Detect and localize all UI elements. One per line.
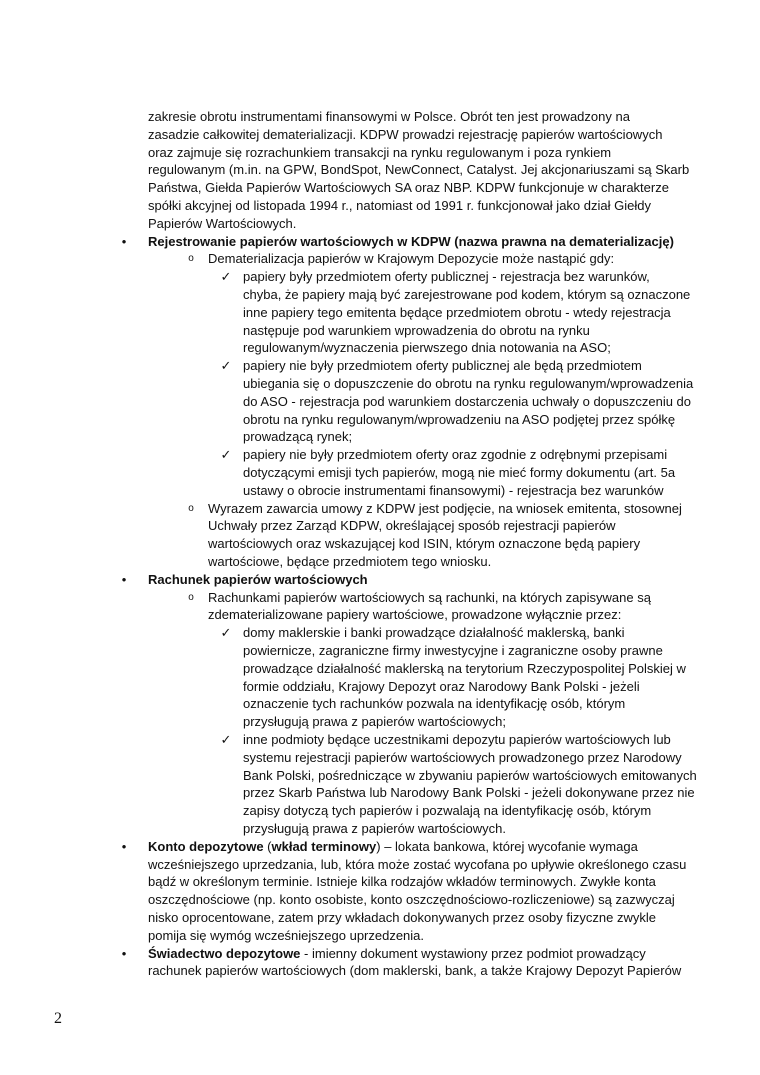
- text-segment: zapisy dotyczą tych papierów i pozwalają na identyfikację osób, którym: [243, 803, 652, 819]
- text-segment: ubiegania się o dopuszczenie do obrotu na rynku regulowanym/wprowadzenia: [243, 376, 694, 391]
- text-segment: - imienny dokument wystawiony przez podmiot prowadzący: [300, 945, 646, 961]
- text-segment: nisko oprocentowane, zatem przy wkładach dokonywanych przez osoby fizyczne zwykle: [148, 910, 656, 925]
- text-segment: bądź w określonym terminie. Istnieje kilka rodzajów wkładów terminowych. Zwykłe konta: [148, 874, 656, 890]
- text-line: [243, 678, 640, 696]
- bold-term: Świadectwo depozytowe: [148, 945, 301, 961]
- text-segment: spółki akcyjnej od listopada 1994 r., natomiast od 1991 r. funkcjonował jako dział Giełdy: [148, 198, 651, 213]
- text-line: [148, 909, 656, 927]
- text-segment: wcześniejszego uprzedzania, lub, która może zostać wycofana po upływie określonego czasu: [148, 856, 687, 872]
- text-segment: systemu rejestracji papierów wartościowych prowadzonego przez Narodowy: [243, 749, 682, 765]
- text-line: [243, 482, 664, 500]
- text-segment: prowadzące działalność maklerską na terytorium Rzeczypospolitej Polskiej w: [243, 660, 686, 676]
- text-segment: oszczędnościowe (np. konto osobiste, konto oszczędnościowo-rozliczeniowe) są zazwyczaj: [148, 892, 675, 908]
- text-line: [243, 428, 352, 446]
- text-line: [243, 339, 611, 357]
- circle-bullet-icon: o: [188, 502, 194, 514]
- text-line: [148, 197, 651, 215]
- text-line: [243, 642, 663, 660]
- text-line: [208, 517, 616, 535]
- text-segment: (: [263, 838, 272, 854]
- text-segment: Rachunkami papierów wartościowych są rachunki, na których zapisywane są: [208, 589, 651, 605]
- text-line: [243, 731, 671, 749]
- bullet-icon: •: [121, 945, 127, 961]
- text-segment: wartościowe, będące przedmiotem tego wniosku.: [208, 554, 492, 569]
- text-line: [243, 393, 691, 411]
- text-line: [243, 304, 671, 322]
- checkmark-icon: ✓: [220, 625, 232, 641]
- text-line: [243, 446, 667, 464]
- text-line: [208, 250, 614, 268]
- text-line: [243, 624, 625, 642]
- text-segment: ustawy o obrocie instrumentami finansowymi) - rejestracja bez warunków: [243, 482, 664, 498]
- text-segment: inne papiery tego emitenta będące przedmiotem obrotu - wtedy rejestracja: [243, 304, 671, 320]
- text-segment: Państwa, Giełda Papierów Wartościowych SA oraz NBP. KDPW funkcjonuje w charakterze: [148, 180, 669, 196]
- text-line: [208, 606, 621, 624]
- text-line: [148, 873, 656, 891]
- text-segment: wartościowych oraz wskazującej kod ISIN, którym oznaczone będą papiery: [208, 536, 641, 552]
- circle-bullet-icon: o: [188, 253, 194, 265]
- text-segment: do ASO - rejestracja pod warunkiem dostarczenia uchwały o dopuszczeniu do: [243, 393, 692, 409]
- text-segment: pomija się wymóg wcześniejszego uprzedzenia.: [148, 927, 425, 943]
- text-segment: przysługują prawa z papierów wartościowych;: [243, 714, 507, 730]
- text-segment: powiernicze, zagraniczne firmy inwestycyjne i zagraniczne osoby prawne: [243, 643, 663, 658]
- text-segment: Papierów Wartościowych.: [148, 215, 297, 231]
- text-line: [243, 322, 590, 340]
- bullet-icon: •: [121, 571, 127, 587]
- text-line: [243, 660, 686, 678]
- text-segment: papiery nie były przedmiotem oferty oraz zgodnie z odrębnymi przepisami: [243, 447, 668, 463]
- text-line: [243, 268, 650, 286]
- text-segment: oznaczenie tych rachunków pozwala na identyfikację osób, którym: [243, 696, 626, 712]
- bold-term: Rejestrowanie papierów wartościowych w KDPW (nazwa prawna na dematerializację): [148, 233, 674, 249]
- text-line: [148, 161, 689, 179]
- text-line: [148, 233, 674, 251]
- text-segment: regulowanym (m.in. na GPW, BondSpot, NewConnect, Catalyst. Jej akcjonariuszami są Skarb: [148, 162, 690, 178]
- text-segment: Bank Polski, pośredniczące w zbywaniu papierów wartościowych emitowanych: [243, 767, 697, 783]
- text-segment: przysługują prawa z papierów wartościowych.: [243, 821, 507, 836]
- text-line: [148, 856, 686, 874]
- page-number: 2: [54, 1010, 62, 1027]
- text-line: [243, 286, 690, 304]
- text-line: [148, 838, 638, 856]
- checkmark-icon: ✓: [220, 269, 232, 285]
- bold-term: wkład terminowy: [271, 838, 377, 854]
- text-segment: chyba, że papiery mają być zarejestrowane pod kodem, którym są oznaczone: [243, 287, 691, 302]
- text-line: [208, 535, 640, 553]
- text-line: [148, 962, 681, 980]
- bold-term: Konto depozytowe: [148, 838, 264, 854]
- text-segment: zasadzie całkowitej dematerializacji. KDPW prowadzi rejestrację papierów wartościowych: [148, 126, 663, 142]
- text-segment: prowadzącą rynek;: [243, 429, 353, 445]
- text-line: [243, 357, 642, 375]
- text-segment: papiery nie były przedmiotem oferty publicznej ale będą przedmiotem: [243, 358, 642, 374]
- text-segment: dotyczącymi emisji tych papierów, mogą nie mieć formy dokumentu (art. 5a: [243, 465, 676, 480]
- text-line: [243, 784, 695, 802]
- text-segment: Dematerializacja papierów w Krajowym Depozycie może nastąpić gdy:: [208, 251, 615, 267]
- text-line: [148, 108, 630, 126]
- text-line: [243, 767, 697, 785]
- text-segment: papiery były przedmiotem oferty publicznej - rejestracja bez warunków,: [243, 269, 650, 285]
- text-line: [208, 500, 682, 518]
- text-line: [243, 820, 506, 838]
- text-segment: przez Skarb Państwa lub Narodowy Bank Polski - jeżeli dokonywane przez nie: [243, 785, 695, 801]
- text-line: [243, 411, 675, 429]
- text-segment: rachunek papierów wartościowych (dom maklerski, bank, a także Krajowy Depozyt Papierów: [148, 963, 682, 979]
- text-line: [243, 695, 625, 713]
- text-segment: Wyrazem zawarcia umowy z KDPW jest podjęcie, na wniosek emitenta, stosownej: [208, 500, 682, 516]
- text-segment: Uchwały przez Zarząd KDPW, określającej sposób rejestracji papierów: [208, 518, 616, 534]
- text-segment: następuje pod warunkiem wprowadzenia do obrotu na rynku: [243, 322, 590, 338]
- text-line: [148, 891, 675, 909]
- text-line: [208, 553, 491, 571]
- text-segment: ) – lokata bankowa, której wycofanie wymaga: [376, 838, 638, 854]
- text-line: [148, 571, 368, 589]
- bullet-icon: •: [121, 233, 127, 249]
- text-line: [148, 144, 611, 162]
- bold-term: Rachunek papierów wartościowych: [148, 571, 368, 587]
- text-line: [208, 589, 651, 607]
- checkmark-icon: ✓: [220, 358, 232, 374]
- text-line: [148, 126, 662, 144]
- text-line: [148, 179, 669, 197]
- text-line: [148, 927, 424, 945]
- text-line: [243, 464, 675, 482]
- text-segment: inne podmioty będące uczestnikami depozytu papierów wartościowych lub: [243, 732, 671, 747]
- text-segment: obrotu na rynku regulowanym/wprowadzeniu na ASO podjętej przez spółkę: [243, 411, 676, 427]
- bullet-icon: •: [121, 838, 127, 854]
- text-line: [243, 713, 506, 731]
- text-line: [243, 802, 651, 820]
- text-segment: zdematerializowane papiery wartościowe, prowadzone wyłącznie przez:: [208, 607, 622, 623]
- checkmark-icon: ✓: [220, 732, 232, 747]
- text-line: [148, 945, 646, 963]
- circle-bullet-icon: o: [188, 591, 194, 603]
- text-segment: zakresie obrotu instrumentami finansowymi w Polsce. Obrót ten jest prowadzony na: [148, 109, 630, 124]
- text-line: [148, 215, 296, 233]
- text-segment: formie oddziału, Krajowy Depozyt oraz Narodowy Bank Polski - jeżeli: [243, 678, 640, 694]
- text-segment: oraz zajmuje się rozrachunkiem transakcji na rynku regulowanym i poza rynkiem: [148, 144, 612, 160]
- text-segment: domy maklerskie i banki prowadzące działalność maklerską, banki: [243, 625, 625, 641]
- text-line: [243, 375, 693, 393]
- checkmark-icon: ✓: [220, 447, 232, 463]
- text-line: [243, 749, 682, 767]
- text-segment: regulowanym/wyznaczenia pierwszego dnia notowania na ASO;: [243, 340, 611, 356]
